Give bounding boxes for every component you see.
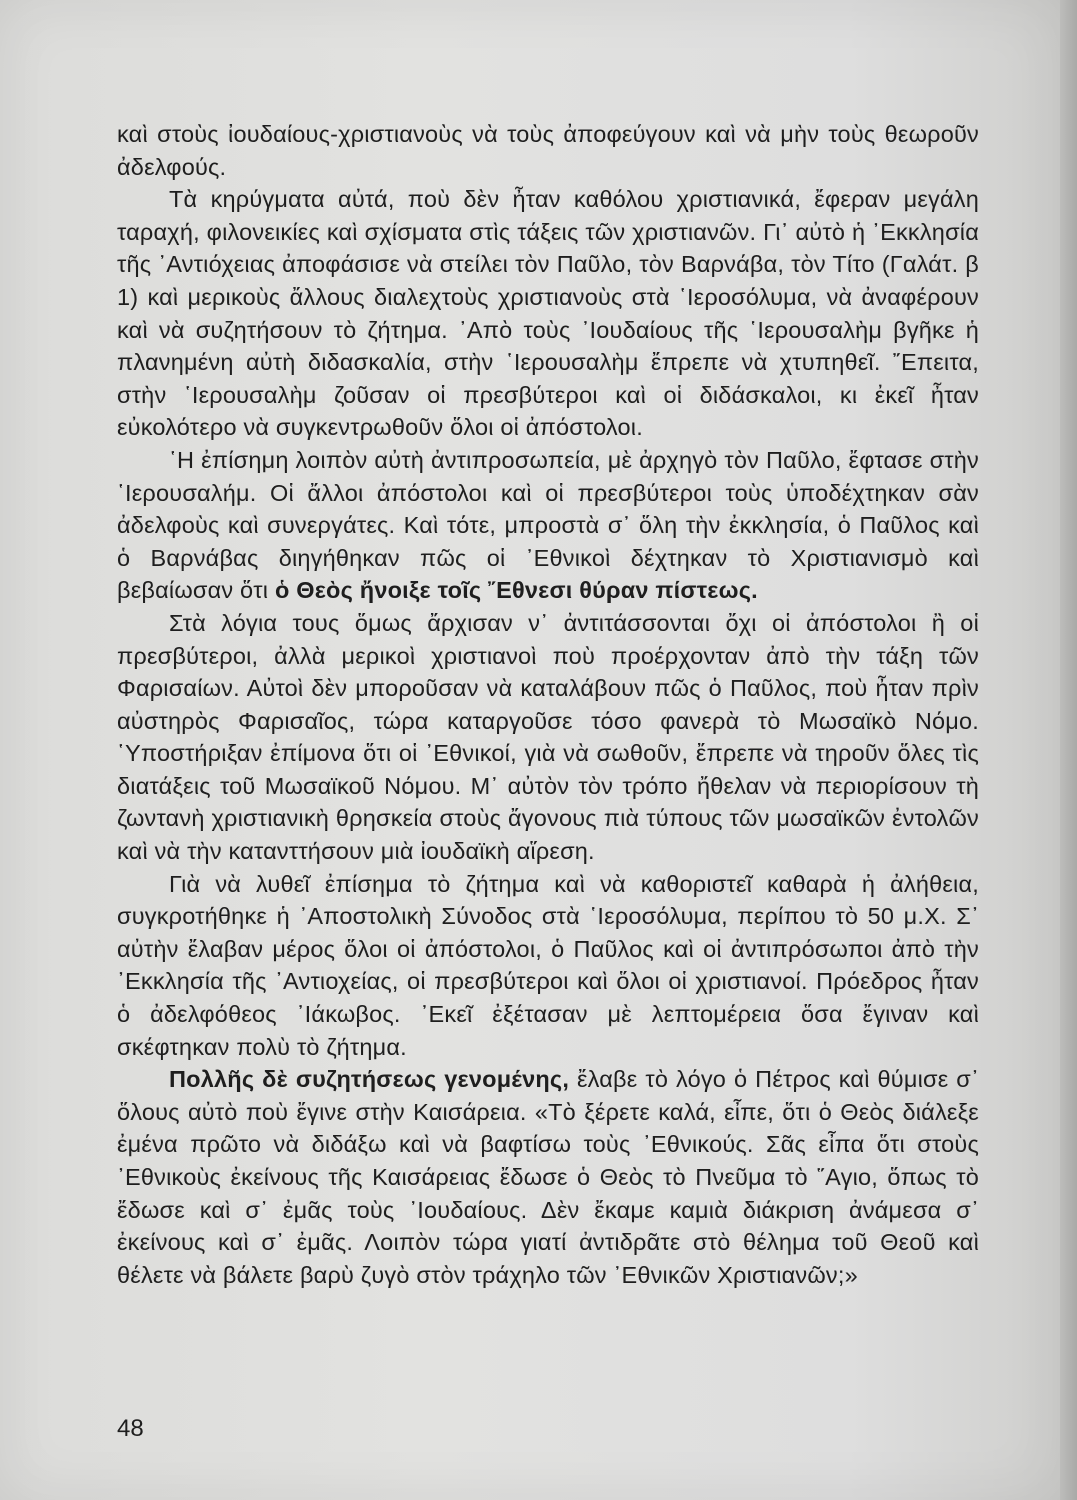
- paragraph-3-text: ῾Η ἐπίσημη λοιπὸν αὐτὴ ἀντιπροσωπεία, μὲ ἀρχηγὸ τὸν Παῦλο, ἔφτασε στὴν ῾Ιερουσαλήμ. Οἱ ἄλλοι ἀπόστολοι καὶ οἱ πρεσβύτεροι τοὺς ὑποδέχτηκαν σὰν ἀδελφοὺς καὶ συνεργάτες. Καὶ τότε, μπροστὰ σ᾽ ὅλη τὴν ἐκκλησία, ὁ Παῦλος καὶ ὁ Βαρνάβας διηγήθηκαν πῶς οἱ ᾿Εθνικοὶ δέχτηκαν τὸ Χριστιανισμὸ καὶ βεβαίωσαν ὅτι: [117, 446, 979, 604]
- paragraph-6-text: ἔλαβε τὸ λόγο ὁ Πέτρος καὶ θύμισε σ᾽ ὅλους αὐτὸ ποὺ ἔγινε στὴν Καισάρεια. «Τὸ ξέρετε καλά, εἶπε, ὅτι ὁ Θεὸς διάλεξε ἐμένα πρῶτο νὰ διδάξω καὶ νὰ βαφτίσω τοὺς ᾿Εθνικούς. Σᾶς εἶπα ὅτι στοὺς ᾿Εθνικοὺς ἐκείνους τῆς Καισάρειας ἔδωσε ὁ Θεὸς τὸ Πνεῦμα τὸ ῞Αγιο, ὅπως τὸ ἔδωσε καὶ σ᾽ ἐμᾶς τοὺς ᾿Ιουδαίους. Δὲν ἔκαμε καμιὰ διάκριση ἀνάμεσα σ᾽ ἐκείνους καὶ σ᾽ ἐμᾶς. Λοιπὸν τώρα γιατί ἀντιδρᾶτε στὸ θέλημα τοῦ Θεοῦ καὶ θέλετε νὰ βάλετε βαρὺ ζυγὸ στὸν τράχηλο τῶν ᾿Εθνικῶν Χριστιανῶν;»: [117, 1066, 980, 1288]
- paragraph-6: [117, 1063, 979, 1291]
- paragraph-4: [117, 607, 979, 868]
- paragraph-1: [117, 118, 979, 183]
- paragraph-3-bold-quote: ὁ Θεὸς ἤνοιξε τοῖς ῎Εθνεσι θύραν πίστεως.: [274, 577, 758, 604]
- paragraph-6-bold-quote: Πολλῆς δὲ συζητήσεως γενομένης,: [169, 1066, 570, 1093]
- paragraph-2-text: Τὰ κηρύγματα αὐτά, ποὺ δὲν ἦταν καθόλου χριστιανικά, ἔφεραν μεγάλη ταραχή, φιλονεικίες καὶ σχίσματα στὶς τάξεις τῶν χριστιανῶν. Γι᾽ αὐτὸ ἡ ᾿Εκκλησία τῆς ᾿Αντιόχειας ἀποφάσισε νὰ στείλει τὸν Παῦλο, τὸν Βαρνάβα, τὸν Τίτο (Γαλάτ. β 1) καὶ μερικοὺς ἄλλους διαλεχτοὺς χριστιανοὺς στὰ ῾Ιεροσόλυμα, νὰ ἀναφέρουν καὶ νὰ συζητήσουν τὸ ζήτημα. ᾿Απὸ τοὺς ᾿Ιουδαίους τῆς ῾Ιερουσαλὴμ βγῆκε ἡ πλανημένη αὐτὴ διδασκαλία, στὴν ῾Ιερουσαλὴμ ἔπρεπε νὰ χτυπηθεῖ. ῎Επειτα, στὴν ῾Ιερουσαλὴμ ζοῦσαν οἱ πρεσβύτεροι καὶ οἱ διδάσκαλοι, κι ἐκεῖ ἦταν εὐκολότερο νὰ συγκεντρωθοῦν ὅλοι οἱ ἀπόστολοι.: [117, 186, 979, 441]
- page-edge-shadow: [1060, 0, 1077, 1500]
- paragraph-1-text: καὶ στοὺς ἰουδαίους-χριστιανοὺς νὰ τοὺς ἀποφεύγουν καὶ νὰ μὴν τοὺς θεωροῦν ἀδελφούς.: [117, 121, 979, 180]
- body-text: [117, 118, 979, 1291]
- paragraph-4-text: Στὰ λόγια τους ὅμως ἄρχισαν ν᾽ ἀντιτάσσονται ὄχι οἱ ἀπόστολοι ἢ οἱ πρεσβύτεροι, ἀλλὰ μερικοὶ χριστιανοὶ ποὺ προέρχονταν ἀπὸ τὴν τάξη τῶν Φαρισαίων. Αὐτοὶ δὲν μποροῦσαν νὰ καταλάβουν πῶς ὁ Παῦλος, ποὺ ἦταν πρὶν αὐστηρὸς Φαρισαῖος, τώρα καταργοῦσε τόσο φανερὰ τὸ Μωσαϊκὸ Νόμο. ῾Υποστήριξαν ἐπίμονα ὅτι οἱ ᾿Εθνικοί, γιὰ νὰ σωθοῦν, ἔπρεπε νὰ τηροῦν ὅλες τὶς διατάξεις τοῦ Μωσαϊκοῦ Νόμου. Μ᾽ αὐτὸν τὸν τρόπο ἤθελαν νὰ περιορίσουν τὴ ζωντανὴ χριστιανικὴ θρησκεία στοὺς ἄγονους πιὰ τύπους τῶν μωσαϊκῶν ἐντολῶν καὶ νὰ τὴν κατανττήσουν μιὰ ἰουδαϊκὴ αἵρεση.: [117, 609, 979, 865]
- paragraph-5-text: Γιὰ νὰ λυθεῖ ἐπίσημα τὸ ζήτημα καὶ νὰ καθοριστεῖ καθαρὰ ἡ ἀλήθεια, συγκροτήθηκε ἡ ᾿Αποστολικὴ Σύνοδος στὰ ῾Ιεροσόλυμα, περίπου τὸ 50 μ.Χ. Σ᾽ αὐτὴν ἔλαβαν μέρος ὅλοι οἱ ἀπόστολοι, ὁ Παῦλος καὶ οἱ ἀντιπρόσωποι ἀπὸ τὴν ᾿Εκκλησία τῆς ᾿Αντιοχείας, οἱ πρεσβύτεροι καὶ ὅλοι οἱ χριστιανοί. Πρόεδρος ἦταν ὁ ἀδελφόθεος ᾿Ιάκωβος. ᾿Εκεῖ ἐξέτασαν μὲ λεπτομέρεια ὅσα ἔγιναν καὶ σκέφτηκαν πολὺ τὸ ζήτημα.: [117, 870, 979, 1060]
- paragraph-5: [117, 868, 979, 1064]
- paragraph-2: [117, 183, 979, 444]
- page-number: 48: [117, 1415, 144, 1442]
- paragraph-3: [117, 444, 979, 607]
